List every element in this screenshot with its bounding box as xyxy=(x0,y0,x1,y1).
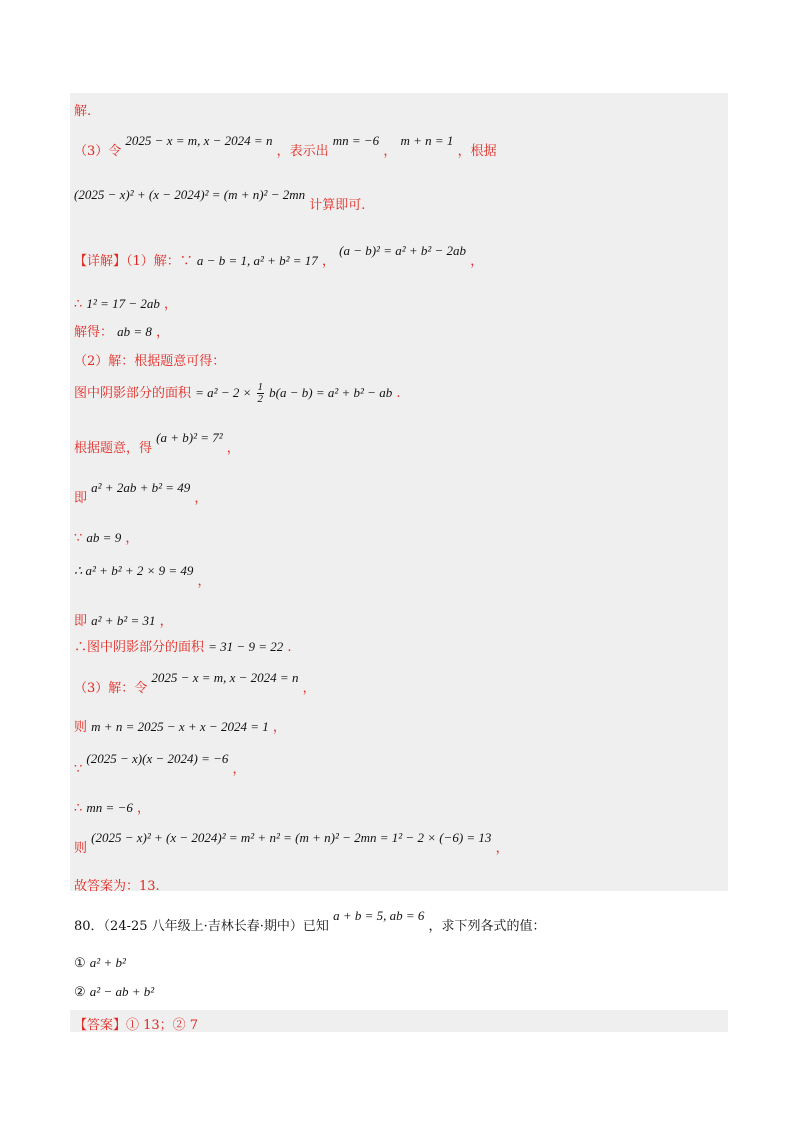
text: 则 xyxy=(74,841,88,856)
solution-line-8 xyxy=(74,382,400,405)
question-text: ，求下列各式的值： xyxy=(428,919,546,934)
text: ， xyxy=(164,297,178,312)
question-80 xyxy=(74,908,546,934)
math: ab = 8 xyxy=(117,324,152,339)
math: mn = −6 xyxy=(332,133,380,148)
math: a² − ab + b² xyxy=(89,984,155,999)
solution-line-9 xyxy=(74,430,240,456)
question-item-2 xyxy=(74,984,154,1000)
text: ， xyxy=(470,254,484,269)
math: 2025 − x = m, x − 2024 = n xyxy=(151,670,299,685)
math: (a + b)² = 7² xyxy=(156,430,223,445)
text: 解得： xyxy=(74,325,114,340)
solution-line-18 xyxy=(74,797,150,816)
text: ， xyxy=(495,841,509,856)
solution-line-7 xyxy=(74,350,225,369)
fraction-numerator: 1 xyxy=(257,381,264,393)
math: (a − b)² = a² + b² − 2ab xyxy=(339,243,467,258)
math: m + n = 2025 − x + x − 2024 = 1 xyxy=(91,719,269,734)
math: 1² = 17 − 2ab xyxy=(86,296,160,311)
text: 根据题意，得 xyxy=(74,441,153,456)
solution-line-12 xyxy=(74,563,211,589)
math: b(a − b) = a² + b² − ab xyxy=(269,385,393,400)
text: ，表示出 xyxy=(276,144,329,159)
solution-line-20 xyxy=(74,875,160,894)
math: (2025 − x)(x − 2024) = −6 xyxy=(86,751,229,766)
text: ， xyxy=(232,762,246,777)
text: ， xyxy=(272,720,286,735)
math: m + n = 1 xyxy=(400,133,454,148)
solution-line-6 xyxy=(74,321,169,340)
solution-line-5 xyxy=(74,293,177,312)
math: a² + b² xyxy=(89,955,126,970)
text: . xyxy=(287,640,292,655)
item-marker: ① xyxy=(74,956,86,971)
text: （3）令 xyxy=(74,144,122,159)
math: 2025 − x = m, x − 2024 = n xyxy=(125,133,273,148)
question-text: 80．（24-25 八年级上·吉林长春·期中）已知 xyxy=(74,919,329,934)
text: ，根据 xyxy=(457,144,497,159)
solution-line-1 xyxy=(74,100,91,119)
text: ， xyxy=(321,254,335,269)
text: ∴图中阴影部分的面积 xyxy=(74,640,205,655)
text: 即 xyxy=(74,614,88,629)
math: a − b = 1, a² + b² = 17 xyxy=(196,253,318,268)
item-marker: ② xyxy=(74,985,86,1000)
text: ， xyxy=(156,325,170,340)
math: mn = −6 xyxy=(86,800,133,815)
solution-line-14 xyxy=(74,636,292,655)
solution-line-10 xyxy=(74,480,208,506)
text: . xyxy=(396,386,401,401)
text: ∴ xyxy=(74,297,83,312)
text: 【详解】（1）解：∵ xyxy=(74,254,193,269)
text: ， xyxy=(125,531,139,546)
solution-line-19 xyxy=(74,830,509,856)
text: ， xyxy=(383,144,397,159)
solution-line-2 xyxy=(74,133,497,159)
solution-line-17 xyxy=(74,751,246,777)
text: ， xyxy=(197,574,211,589)
text: ， xyxy=(137,801,151,816)
text: ， xyxy=(302,681,316,696)
text: （2）解：根据题意可得： xyxy=(74,354,226,369)
question-item-1 xyxy=(74,955,126,971)
answer-text: 【答案】① 13；② 7 xyxy=(74,1018,199,1033)
solution-line-11 xyxy=(74,527,138,546)
math: ∴ a² + b² + 2 × 9 = 49 xyxy=(74,563,194,578)
text: 故答案为：13. xyxy=(74,879,160,894)
solution-line-16 xyxy=(74,716,286,735)
math: ab = 9 xyxy=(86,530,122,545)
text: ， xyxy=(194,491,208,506)
fraction-denominator: 2 xyxy=(257,393,264,405)
text: ∵ xyxy=(74,531,83,546)
solution-line-13 xyxy=(74,610,173,629)
text: 计算即可. xyxy=(309,198,366,213)
solution-line-4 xyxy=(74,243,484,269)
math: a + b = 5, ab = 6 xyxy=(333,908,425,923)
math: (2025 − x)² + (x − 2024)² = (m + n)² − 2mn xyxy=(74,187,306,202)
text: 即 xyxy=(74,491,88,506)
text: ∴ xyxy=(74,801,83,816)
fraction xyxy=(257,382,265,405)
solution-line-3 xyxy=(74,187,366,213)
math: a² + 2ab + b² = 49 xyxy=(91,480,191,495)
text: （3）解：令 xyxy=(74,681,148,696)
solution-line-15 xyxy=(74,670,316,696)
answer-line xyxy=(74,1014,198,1033)
math: a² + b² = 31 xyxy=(91,613,156,628)
text: 则 xyxy=(74,720,88,735)
math: (2025 − x)² + (x − 2024)² = m² + n² = (m + n)² − 2mn = 1² − 2 × (−6) = 13 xyxy=(91,830,492,845)
math: = 31 − 9 = 22 xyxy=(208,639,284,654)
text: ∵ xyxy=(74,762,83,777)
text: ， xyxy=(159,614,173,629)
text: ， xyxy=(226,441,240,456)
text: 解. xyxy=(74,104,92,119)
text: 图中阴影部分的面积 xyxy=(74,386,192,401)
math: = a² − 2 × xyxy=(195,385,252,400)
